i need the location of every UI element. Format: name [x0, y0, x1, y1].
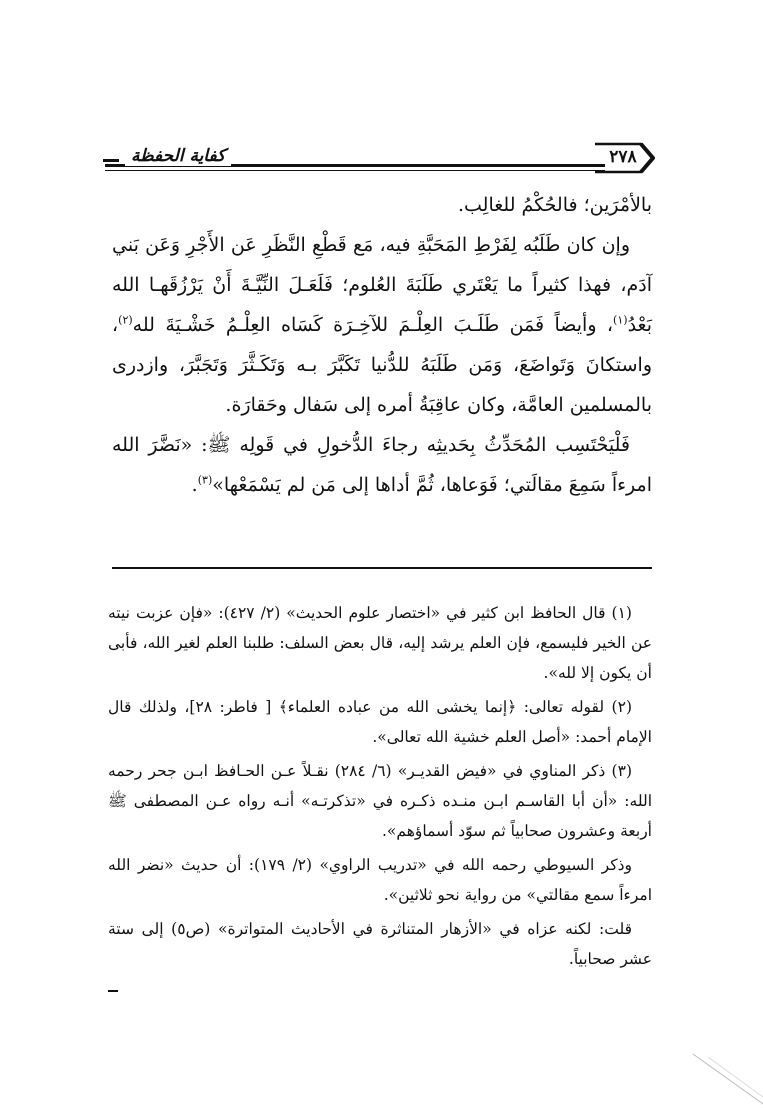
- running-title-dash: [103, 159, 119, 162]
- main-text: [112, 185, 652, 505]
- page-number-badge: [591, 140, 655, 176]
- header-rule-thin: [105, 170, 605, 171]
- footnote-3-note: قلت: لكنه عزاه في «الأزهار المتناثرة في الأحاديث المتواترة» (ص٥) إلى ستة عشر صحابياً.: [108, 920, 652, 968]
- page-number: ٢٧٨: [609, 147, 637, 167]
- footnote-3: (٣) ذكر المناوي في «فيض القديـر» (٦/ ٢٨٤) نقـلاً عـن الحـافظ ابـن جحر رحمه الله: «أن أبا القاسـم ابـن منـده ذكـره في «تذكرتـه» أنـه رواه عـن المصطفى ﷺ أربعة وعشرون صحابياً ثم سوّد أسماؤهم».: [108, 762, 652, 840]
- main-paragraph-2: [112, 225, 652, 425]
- main-paragraph-2-text-a: وإن كان طَلَبُه لِفَرْطِ المَحَبَّةِ فيه، مَع قَطْعِ النَّظَرِ عَن الأَجْرِ وَعَن بَني آدَم، فهذا كثيراً ما يَعْتَري طَلَبَةَ العُلوم؛ فَلَعَـلَ النِّيَّـةَ أَنْ يَرْزُقَهـا الله بَعْدُ: [112, 234, 652, 336]
- footnote-ref-3: (٣): [197, 473, 213, 487]
- footnotes: [108, 598, 652, 978]
- footnote-ref-2: (٢): [118, 313, 133, 327]
- main-paragraph-2-text-b: ، وأيضاً فَمَن طَلَـبَ العِلْـمَ للآخِـرَة كَسَاه العِلْـمُ خَشْـيَةَ لله: [132, 314, 614, 336]
- running-header: [105, 140, 655, 180]
- footnote-ref-1: (١): [613, 313, 628, 327]
- page-edge-shadow-icon: [683, 1049, 763, 1109]
- footnote-3-continued: وذكر السيوطي رحمه الله في «تدريب الراوي» (٢/ ١٧٩): أن حديث «نضر الله امرءاً سمع مقالتي» من رواية نحو ثلاثين».: [108, 856, 652, 904]
- footnote-separator: [112, 567, 652, 569]
- main-paragraph-3: [112, 425, 652, 505]
- page-end-dash: [108, 990, 118, 992]
- footnote-1: (١) قال الحافظ ابن كثير في «اختصار علوم الحديث» (٢/ ٤٢٧): «فإن عزبت نيته عن الخير فليسمع، فإن العلم يرشد إليه، قال بعض السلف: طلبنا العلم لغير الله، فأبى أن يكون إلا لله».: [108, 604, 652, 682]
- main-paragraph-3-text-a: فَلْيَحْتَسِب المُحَدِّثُ بِحَديثِه رجاءَ الدُّخولِ في قَولِه ﷺ: «نَضَّرَ الله امرءاً سَمِعَ مقالَتي؛ فَوَعاها، ثُمَّ أداها إلى مَن لم يَسْمَعْها»: [112, 434, 652, 496]
- footnote-2: (٢) لقوله تعالى: ﴿إنما يخشى الله من عباده العلماء﴾ [ فاطر: ٢٨]، ولذلك قال الإمام أحمد: «أصل العلم خشية الله تعالى».: [108, 698, 652, 746]
- main-paragraph-3-text-b: .: [191, 474, 198, 496]
- main-paragraph-2-text-c: ، واستكانَ وَتَواضَعَ، وَمَن طَلَبَهُ للدُّنيا تَكَبَّرَ بـه وَتَكَـثَّرَ وَتَجَبَّرَ، وازدرى بالمسلمين العامَّة، وكان عاقِبَةُ أمره إلى سَفال وحَقارَة.: [112, 314, 652, 416]
- main-paragraph-1: [112, 185, 652, 225]
- main-paragraph-1-text: بالأمْرَين؛ فالحُكْمُ للغالِب.: [457, 194, 652, 216]
- running-title: كفاية الحفظة: [125, 146, 231, 166]
